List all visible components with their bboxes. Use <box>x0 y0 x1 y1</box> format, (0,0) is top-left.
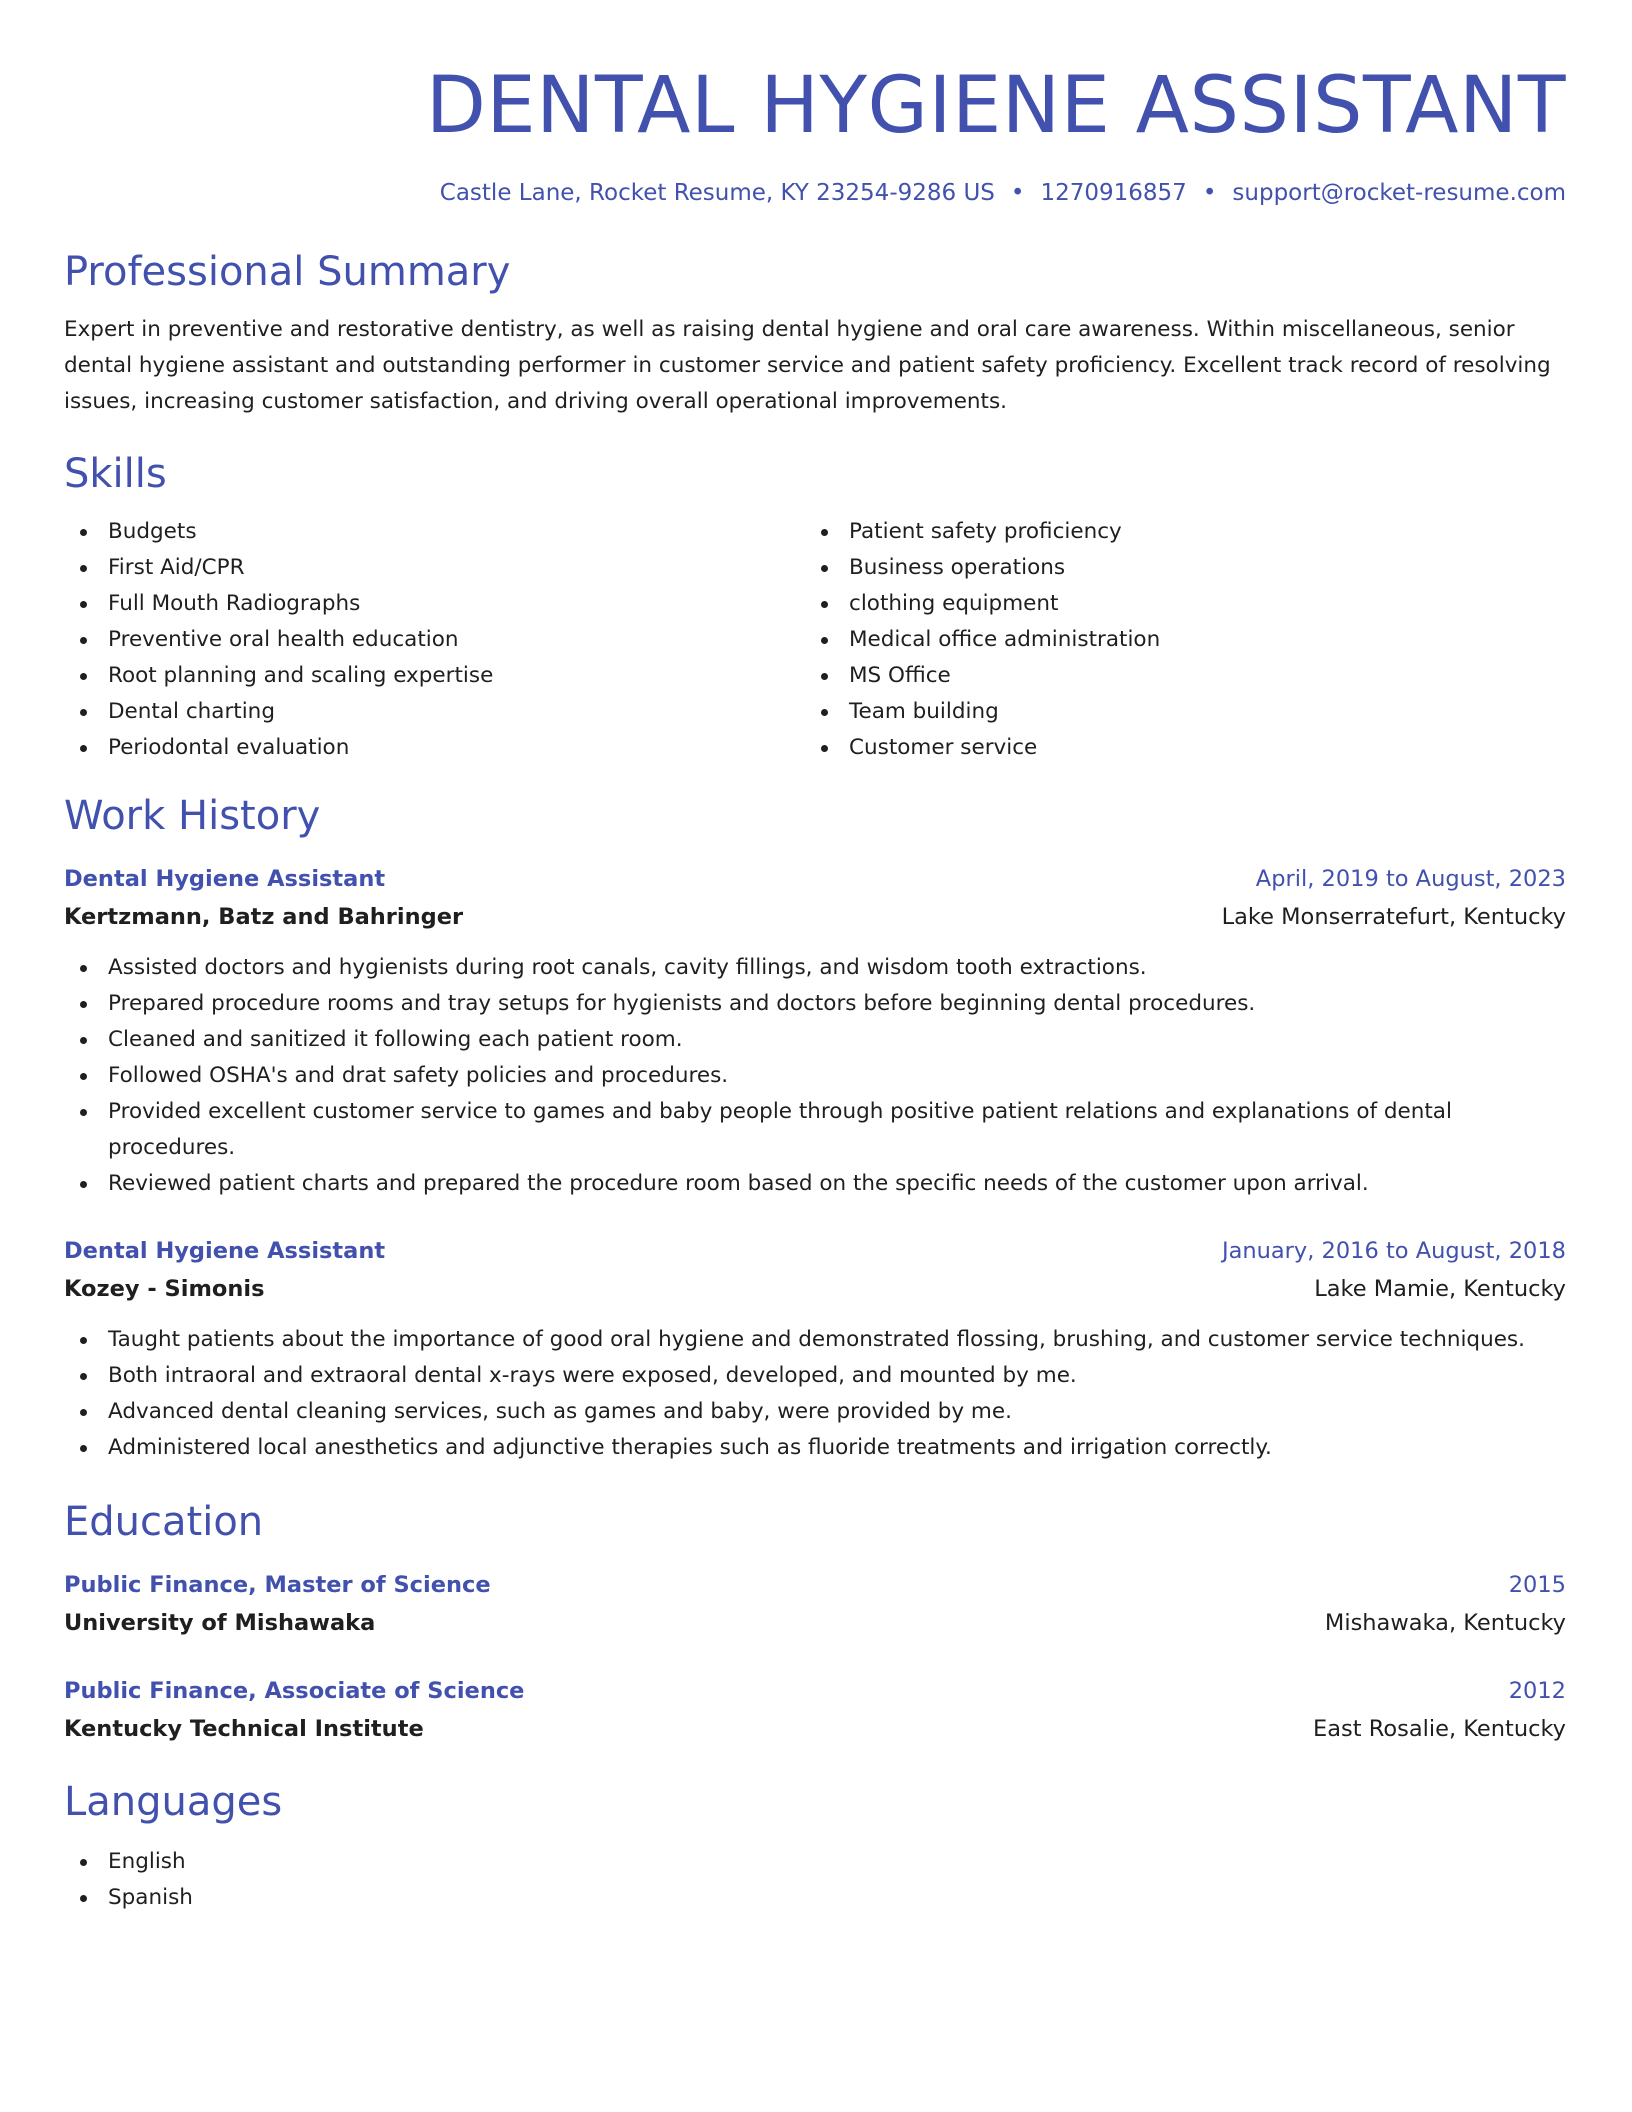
skill-item: First Aid/CPR <box>64 550 805 586</box>
skills-list <box>64 514 1566 766</box>
skill-item: Customer service <box>805 730 1546 766</box>
job-bullet: Assisted doctors and hygienists during root canals, cavity fillings, and wisdom tooth extractions. <box>64 950 1566 986</box>
job-bullet: Administered local anesthetics and adjunctive therapies such as fluoride treatments and irrigation correctly. <box>64 1430 1566 1466</box>
skill-item: Budgets <box>64 514 805 550</box>
job-bullets <box>64 1322 1566 1466</box>
education-location: Mishawaka, Kentucky <box>1324 1609 1566 1636</box>
skill-item: Periodontal evaluation <box>64 730 805 766</box>
education-header <box>64 1566 1566 1604</box>
skill-item: Medical office administration <box>805 622 1546 658</box>
job-entry <box>64 860 1566 1202</box>
job-company: Kozey - Simonis <box>64 1275 265 1302</box>
education-subheader <box>64 1710 1566 1748</box>
summary-text: Expert in preventive and restorative dentistry, as well as raising dental hygiene and oral care awareness. Within miscellaneous, senior dental hygiene assistant and outstanding performer in customer service and patient safety proficiency. Excellent track record of resolving issues, increasing customer satisfaction, and driving overall operational improvements. <box>64 316 1551 414</box>
skill-item: Full Mouth Radiographs <box>64 586 805 622</box>
job-entry <box>64 1232 1566 1466</box>
job-header <box>64 860 1566 898</box>
job-dates: January, 2016 to August, 2018 <box>1221 1237 1566 1264</box>
contact-line <box>64 180 1566 206</box>
job-subheader <box>64 898 1566 936</box>
education-school: Kentucky Technical Institute <box>64 1715 424 1742</box>
education-year: 2012 <box>1508 1677 1566 1704</box>
skill-item: Patient safety proficiency <box>805 514 1546 550</box>
contact-separator: • <box>1202 179 1217 206</box>
education-degree: Public Finance, Master of Science <box>64 1571 491 1598</box>
skills-column-left <box>64 514 805 766</box>
job-bullets <box>64 950 1566 1202</box>
job-location: Lake Monserratefurt, Kentucky <box>1221 903 1566 930</box>
education-header <box>64 1672 1566 1710</box>
language-item: Spanish <box>64 1880 1566 1916</box>
skills-heading: Skills <box>64 450 167 497</box>
job-bullet: Provided excellent customer service to games and baby people through positive patient relations and explanations of dental procedures. <box>64 1094 1566 1166</box>
skill-item: Team building <box>805 694 1546 730</box>
skill-item: clothing equipment <box>805 586 1546 622</box>
skill-item: Root planning and scaling expertise <box>64 658 805 694</box>
education-subheader <box>64 1604 1566 1642</box>
contact-phone: 1270916857 <box>1040 179 1187 206</box>
education-location: East Rosalie, Kentucky <box>1313 1715 1566 1742</box>
job-company: Kertzmann, Batz and Bahringer <box>64 903 464 930</box>
education-heading: Education <box>64 1498 264 1545</box>
job-title: Dental Hygiene Assistant <box>64 1237 386 1264</box>
contact-separator: • <box>1010 179 1025 206</box>
languages-list <box>64 1844 1566 1916</box>
candidate-title: DENTAL HYGIENE ASSISTANT <box>425 61 1566 151</box>
education-entry <box>64 1566 1566 1642</box>
job-location: Lake Mamie, Kentucky <box>1314 1275 1566 1302</box>
skill-item: MS Office <box>805 658 1546 694</box>
education-entry <box>64 1672 1566 1748</box>
job-bullet: Cleaned and sanitized it following each patient room. <box>64 1022 1566 1058</box>
job-title: Dental Hygiene Assistant <box>64 865 386 892</box>
job-bullet: Prepared procedure rooms and tray setups for hygienists and doctors before beginning dental procedures. <box>64 986 1566 1022</box>
contact-address: Castle Lane, Rocket Resume, KY 23254-9286 US <box>439 179 995 206</box>
contact-email[interactable]: support@rocket-resume.com <box>1232 179 1566 206</box>
languages-heading: Languages <box>64 1778 283 1825</box>
work-history-heading: Work History <box>64 792 321 839</box>
skills-column-right <box>805 514 1546 766</box>
job-subheader <box>64 1270 1566 1308</box>
job-bullet: Both intraoral and extraoral dental x-rays were exposed, developed, and mounted by me. <box>64 1358 1566 1394</box>
job-bullet: Advanced dental cleaning services, such as games and baby, were provided by me. <box>64 1394 1566 1430</box>
skill-item: Dental charting <box>64 694 805 730</box>
summary-heading: Professional Summary <box>64 248 511 295</box>
job-bullet: Reviewed patient charts and prepared the procedure room based on the specific needs of the customer upon arrival. <box>64 1166 1566 1202</box>
language-item: English <box>64 1844 1566 1880</box>
education-school: University of Mishawaka <box>64 1609 376 1636</box>
job-bullet: Followed OSHA's and drat safety policies and procedures. <box>64 1058 1566 1094</box>
job-dates: April, 2019 to August, 2023 <box>1255 865 1566 892</box>
education-degree: Public Finance, Associate of Science <box>64 1677 525 1704</box>
resume-page <box>64 40 1566 1916</box>
skill-item: Preventive oral health education <box>64 622 805 658</box>
education-year: 2015 <box>1508 1571 1566 1598</box>
job-header <box>64 1232 1566 1270</box>
job-bullet: Taught patients about the importance of good oral hygiene and demonstrated flossing, brushing, and customer service techniques. <box>64 1322 1566 1358</box>
skill-item: Business operations <box>805 550 1546 586</box>
